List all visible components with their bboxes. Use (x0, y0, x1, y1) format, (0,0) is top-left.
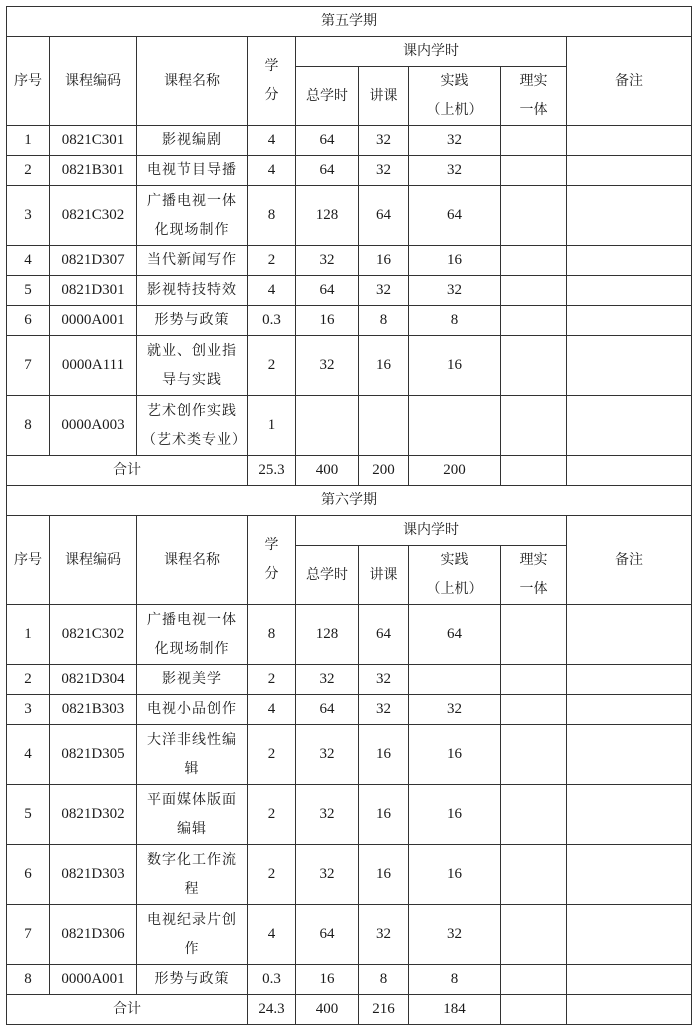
cell-practice: 8 (409, 306, 501, 336)
cell-code: 0821D303 (50, 845, 137, 905)
header-hours: 课内学时 (296, 37, 567, 67)
cell-seq: 4 (7, 246, 50, 276)
cell-practice: 32 (409, 126, 501, 156)
total-notes (567, 456, 692, 486)
header-seq: 序号 (7, 37, 50, 126)
cell-notes (567, 845, 692, 905)
cell-credit: 2 (248, 665, 296, 695)
cell-code: 0821C302 (50, 605, 137, 665)
cell-course-name: 广播电视一体化现场制作 (137, 186, 248, 246)
cell-integrated (501, 845, 567, 905)
cell-integrated (501, 186, 567, 246)
cell-notes (567, 665, 692, 695)
cell-code: 0821D307 (50, 246, 137, 276)
cell-code: 0821D304 (50, 665, 137, 695)
cell-notes (567, 306, 692, 336)
header-practice: 实践 （上机） (409, 546, 501, 605)
cell-credit: 0.3 (248, 306, 296, 336)
cell-lecture: 8 (359, 965, 409, 995)
cell-notes (567, 965, 692, 995)
total-lecture: 216 (359, 995, 409, 1025)
cell-code: 0000A001 (50, 306, 137, 336)
cell-practice (409, 665, 501, 695)
cell-lecture: 32 (359, 276, 409, 306)
cell-course-name: 电视小品创作 (137, 695, 248, 725)
cell-lecture: 32 (359, 905, 409, 965)
table-row (7, 396, 692, 456)
cell-lecture: 16 (359, 785, 409, 845)
header-integrated: 理实 一体 (501, 546, 567, 605)
cell-integrated (501, 605, 567, 665)
table-row (7, 276, 692, 306)
table-row (7, 306, 692, 336)
cell-notes (567, 785, 692, 845)
cell-course-name: 电视纪录片创作 (137, 905, 248, 965)
cell-total-hours: 64 (296, 156, 359, 186)
cell-course-name: 形势与政策 (137, 306, 248, 336)
cell-seq: 8 (7, 965, 50, 995)
table-row (7, 126, 692, 156)
cell-notes (567, 725, 692, 785)
cell-lecture: 16 (359, 336, 409, 396)
cell-code: 0821C301 (50, 126, 137, 156)
table-row (7, 605, 692, 665)
cell-integrated (501, 126, 567, 156)
cell-credit: 1 (248, 396, 296, 456)
cell-course-name: 艺术创作实践（艺术类专业） (137, 396, 248, 456)
cell-total-hours: 32 (296, 665, 359, 695)
cell-code: 0821D301 (50, 276, 137, 306)
cell-practice: 16 (409, 725, 501, 785)
header-notes: 备注 (567, 37, 692, 126)
cell-credit: 4 (248, 905, 296, 965)
cell-seq: 8 (7, 396, 50, 456)
header-notes: 备注 (567, 516, 692, 605)
cell-total-hours: 64 (296, 126, 359, 156)
cell-credit: 2 (248, 785, 296, 845)
cell-seq: 5 (7, 276, 50, 306)
total-credit: 25.3 (248, 456, 296, 486)
total-hours: 400 (296, 456, 359, 486)
cell-credit: 2 (248, 725, 296, 785)
table-row (7, 336, 692, 396)
header-practice: 实践 （上机） (409, 67, 501, 126)
cell-practice: 16 (409, 246, 501, 276)
table-row (7, 725, 692, 785)
total-lecture: 200 (359, 456, 409, 486)
cell-integrated (501, 306, 567, 336)
total-label: 合计 (7, 456, 248, 486)
cell-credit: 2 (248, 336, 296, 396)
header-total-hours: 总学时 (296, 546, 359, 605)
cell-lecture: 32 (359, 126, 409, 156)
cell-notes (567, 336, 692, 396)
cell-total-hours: 32 (296, 785, 359, 845)
cell-credit: 4 (248, 126, 296, 156)
cell-lecture: 16 (359, 725, 409, 785)
cell-total-hours: 128 (296, 605, 359, 665)
cell-practice: 32 (409, 276, 501, 306)
cell-code: 0000A111 (50, 336, 137, 396)
table-row (7, 965, 692, 995)
cell-course-name: 形势与政策 (137, 965, 248, 995)
cell-practice: 64 (409, 186, 501, 246)
cell-seq: 2 (7, 665, 50, 695)
cell-integrated (501, 396, 567, 456)
cell-lecture: 8 (359, 306, 409, 336)
cell-course-name: 广播电视一体化现场制作 (137, 605, 248, 665)
cell-course-name: 影视美学 (137, 665, 248, 695)
course-schedule (6, 6, 691, 1025)
total-integrated (501, 995, 567, 1025)
cell-course-name: 平面媒体版面编辑 (137, 785, 248, 845)
cell-total-hours: 32 (296, 246, 359, 276)
cell-total-hours: 64 (296, 276, 359, 306)
cell-notes (567, 605, 692, 665)
cell-lecture (359, 396, 409, 456)
cell-practice: 16 (409, 336, 501, 396)
cell-code: 0821D305 (50, 725, 137, 785)
cell-course-name: 大洋非线性编辑 (137, 725, 248, 785)
cell-notes (567, 126, 692, 156)
total-label: 合计 (7, 995, 248, 1025)
cell-seq: 3 (7, 695, 50, 725)
cell-code: 0821D302 (50, 785, 137, 845)
cell-notes (567, 396, 692, 456)
cell-credit: 8 (248, 186, 296, 246)
total-notes (567, 995, 692, 1025)
cell-practice (409, 396, 501, 456)
cell-seq: 4 (7, 725, 50, 785)
header-credit: 学 分 (248, 516, 296, 605)
cell-total-hours: 64 (296, 905, 359, 965)
cell-integrated (501, 246, 567, 276)
cell-integrated (501, 156, 567, 186)
cell-seq: 5 (7, 785, 50, 845)
cell-integrated (501, 905, 567, 965)
cell-total-hours: 16 (296, 306, 359, 336)
cell-lecture: 32 (359, 695, 409, 725)
cell-total-hours: 128 (296, 186, 359, 246)
cell-notes (567, 695, 692, 725)
cell-notes (567, 246, 692, 276)
cell-integrated (501, 665, 567, 695)
cell-seq: 6 (7, 845, 50, 905)
cell-integrated (501, 276, 567, 306)
cell-code: 0000A001 (50, 965, 137, 995)
cell-course-name: 电视节目导播 (137, 156, 248, 186)
cell-total-hours (296, 396, 359, 456)
table-row (7, 905, 692, 965)
header-integrated: 理实 一体 (501, 67, 567, 126)
cell-practice: 32 (409, 156, 501, 186)
cell-code: 0821C302 (50, 186, 137, 246)
cell-seq: 1 (7, 605, 50, 665)
semester-title: 第五学期 (7, 7, 692, 37)
total-practice: 200 (409, 456, 501, 486)
cell-credit: 4 (248, 695, 296, 725)
cell-notes (567, 156, 692, 186)
cell-practice: 16 (409, 845, 501, 905)
cell-notes (567, 905, 692, 965)
cell-practice: 32 (409, 695, 501, 725)
cell-seq: 1 (7, 126, 50, 156)
header-total-hours: 总学时 (296, 67, 359, 126)
header-row (7, 37, 692, 67)
cell-seq: 7 (7, 336, 50, 396)
cell-integrated (501, 695, 567, 725)
cell-total-hours: 64 (296, 695, 359, 725)
cell-total-hours: 32 (296, 725, 359, 785)
table-row (7, 246, 692, 276)
total-row (7, 456, 692, 486)
table-row (7, 186, 692, 246)
cell-integrated (501, 725, 567, 785)
table-row (7, 695, 692, 725)
total-credit: 24.3 (248, 995, 296, 1025)
cell-code: 0821B301 (50, 156, 137, 186)
cell-seq: 3 (7, 186, 50, 246)
cell-credit: 2 (248, 246, 296, 276)
cell-seq: 2 (7, 156, 50, 186)
table-row (7, 785, 692, 845)
cell-course-name: 数字化工作流程 (137, 845, 248, 905)
header-lecture: 讲课 (359, 67, 409, 126)
cell-practice: 16 (409, 785, 501, 845)
cell-course-name: 就业、创业指导与实践 (137, 336, 248, 396)
header-name: 课程名称 (137, 37, 248, 126)
total-hours: 400 (296, 995, 359, 1025)
header-code: 课程编码 (50, 516, 137, 605)
semester-title-row (7, 7, 692, 37)
cell-total-hours: 32 (296, 336, 359, 396)
semester-title: 第六学期 (7, 486, 692, 516)
table-row (7, 156, 692, 186)
cell-credit: 8 (248, 605, 296, 665)
cell-lecture: 64 (359, 605, 409, 665)
header-row (7, 516, 692, 546)
total-practice: 184 (409, 995, 501, 1025)
cell-credit: 4 (248, 276, 296, 306)
header-lecture: 讲课 (359, 546, 409, 605)
cell-course-name: 当代新闻写作 (137, 246, 248, 276)
cell-total-hours: 16 (296, 965, 359, 995)
cell-course-name: 影视特技特效 (137, 276, 248, 306)
cell-practice: 64 (409, 605, 501, 665)
cell-integrated (501, 965, 567, 995)
header-name: 课程名称 (137, 516, 248, 605)
cell-credit: 2 (248, 845, 296, 905)
cell-seq: 7 (7, 905, 50, 965)
total-integrated (501, 456, 567, 486)
header-code: 课程编码 (50, 37, 137, 126)
cell-credit: 0.3 (248, 965, 296, 995)
cell-lecture: 64 (359, 186, 409, 246)
semester-title-row (7, 486, 692, 516)
cell-seq: 6 (7, 306, 50, 336)
cell-code: 0821D306 (50, 905, 137, 965)
course-table (6, 6, 692, 1025)
table-row (7, 845, 692, 905)
cell-total-hours: 32 (296, 845, 359, 905)
cell-lecture: 32 (359, 156, 409, 186)
cell-code: 0000A003 (50, 396, 137, 456)
table-row (7, 665, 692, 695)
total-row (7, 995, 692, 1025)
cell-lecture: 16 (359, 845, 409, 905)
cell-notes (567, 276, 692, 306)
cell-practice: 8 (409, 965, 501, 995)
header-seq: 序号 (7, 516, 50, 605)
header-hours: 课内学时 (296, 516, 567, 546)
cell-practice: 32 (409, 905, 501, 965)
cell-lecture: 32 (359, 665, 409, 695)
cell-integrated (501, 785, 567, 845)
cell-credit: 4 (248, 156, 296, 186)
cell-course-name: 影视编剧 (137, 126, 248, 156)
cell-code: 0821B303 (50, 695, 137, 725)
cell-lecture: 16 (359, 246, 409, 276)
header-credit: 学 分 (248, 37, 296, 126)
cell-integrated (501, 336, 567, 396)
cell-notes (567, 186, 692, 246)
